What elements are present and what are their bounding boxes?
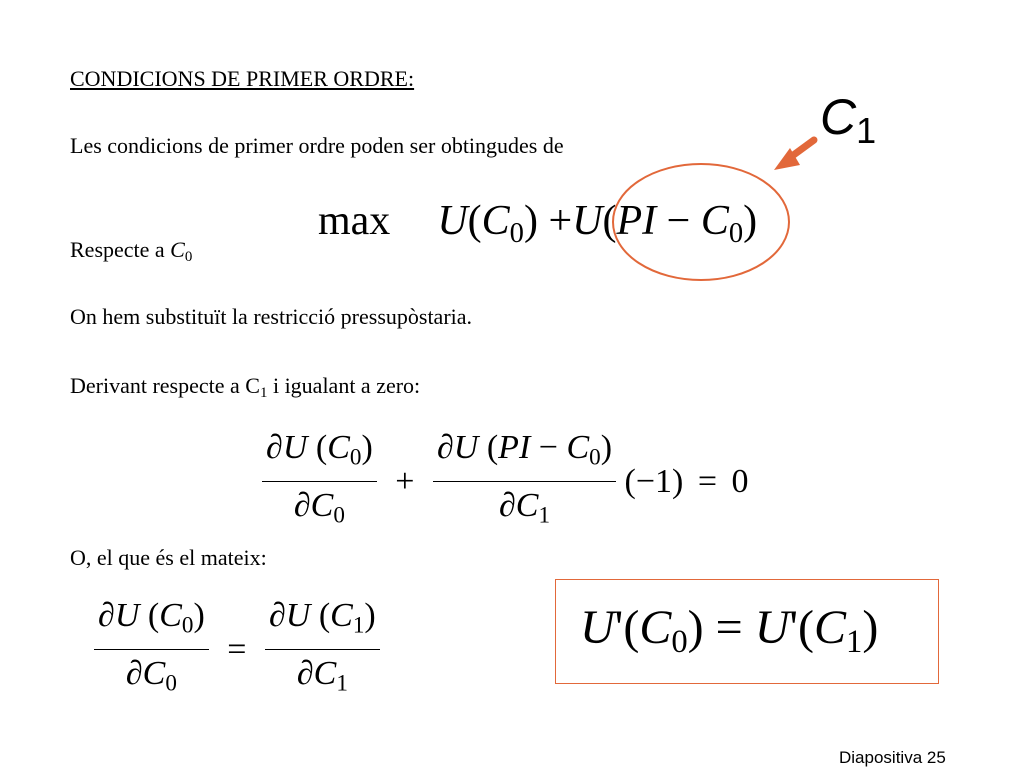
c-subscript: 0 <box>165 670 177 697</box>
partial-symbol: ∂ <box>266 429 283 466</box>
c-subscript: 1 <box>538 502 551 529</box>
paren-open: ( <box>467 198 482 244</box>
slide-number: Diapositiva 25 <box>839 748 946 767</box>
equals-sign: = <box>715 601 743 654</box>
callout-subscript: 1 <box>856 110 877 151</box>
paren-close: ) <box>743 198 758 244</box>
equivalence-text: O, el que és el mateix: <box>70 545 267 570</box>
paren-close: ) <box>523 198 538 244</box>
fraction-dU-dC0 <box>262 428 377 536</box>
c-subscript: 0 <box>181 612 194 639</box>
intro-text: Les condicions de primer ordre poden ser obtingudes de <box>70 133 564 158</box>
fraction-denominator <box>262 482 377 535</box>
factor-minus-one: (−1) <box>624 462 684 500</box>
marginal-utility-fraction-equation <box>94 596 380 704</box>
c-symbol: C <box>327 429 350 466</box>
c-subscript: 0 <box>728 217 744 249</box>
prime-symbol: ' <box>614 601 624 654</box>
respect-var: C <box>170 237 185 262</box>
c-symbol: C <box>310 487 334 525</box>
c-symbol: C <box>330 597 353 634</box>
c-symbol: C <box>159 597 182 634</box>
equals-sign: = <box>227 630 247 668</box>
page-title: CONDICIONS DE PRIMER ORDRE: <box>70 66 415 91</box>
partial-symbol: ∂ <box>296 655 314 693</box>
c-subscript: 0 <box>589 444 601 471</box>
utility-symbol: U <box>114 597 140 634</box>
plus-sign: + <box>395 462 415 500</box>
c-subscript: 0 <box>349 444 362 471</box>
fraction-numerator: ∂U $(C_0)$ <box>262 428 377 482</box>
utility-symbol: U <box>453 429 479 466</box>
fraction-denominator <box>94 650 209 703</box>
fraction-numerator: ∂U $(C_1)$ <box>265 596 380 650</box>
c-symbol: C <box>142 655 166 693</box>
derivative-intro-subscript: 1 <box>259 385 268 402</box>
minus-sign: − <box>666 198 691 244</box>
utility-symbol: U <box>580 601 615 654</box>
fraction-denominator <box>433 482 616 535</box>
c-subscript: 1 <box>846 624 863 661</box>
income-symbol: PI <box>498 429 531 466</box>
euler-equation: $U'(C_0) = U'(C_1)$ <box>580 601 879 661</box>
maximization-equation <box>318 196 757 259</box>
respect-subscript: 0 <box>184 249 193 266</box>
fraction-denominator <box>265 650 380 703</box>
minus-sign: − <box>538 429 558 466</box>
substitution-text: On hem substituït la restricció pressupòstaria. <box>70 304 473 329</box>
c-symbol: C <box>515 487 539 525</box>
c-subscript: 0 <box>333 502 345 529</box>
callout-letter: C <box>820 89 857 145</box>
plus-sign: + <box>548 198 573 244</box>
respect-text: Respecte a <box>70 237 171 262</box>
c-subscript: 0 <box>509 217 524 249</box>
equals-sign: = <box>697 462 718 500</box>
utility-symbol: U <box>572 198 603 244</box>
c-subscript: 1 <box>336 670 348 697</box>
fraction-dU-dC1 <box>265 596 380 704</box>
partial-symbol: ∂ <box>498 487 516 525</box>
derivative-intro-before: Derivant respecte a C <box>70 373 260 398</box>
c-symbol: C <box>700 198 729 244</box>
income-symbol: PI <box>616 198 657 244</box>
utility-symbol: U <box>754 601 790 654</box>
partial-symbol: ∂ <box>268 597 286 634</box>
prime-symbol: ' <box>789 601 799 654</box>
fraction-dU-dC0 <box>94 596 209 704</box>
partial-symbol: ∂ <box>98 597 115 634</box>
partial-symbol: ∂ <box>436 429 454 466</box>
c-subscript: 1 <box>352 612 365 639</box>
partial-symbol: ∂ <box>293 487 311 525</box>
derivative-intro <box>70 373 420 406</box>
c-symbol: C <box>814 601 847 654</box>
fraction-dU-dC1 <box>433 428 616 536</box>
c-symbol: C <box>566 429 590 466</box>
derivative-equation <box>262 428 749 536</box>
respect-to-line <box>70 237 192 270</box>
c-symbol: C <box>639 601 672 654</box>
utility-symbol: U <box>285 597 311 634</box>
fraction-numerator: ∂U $(PI - C_0)$ <box>433 428 616 482</box>
fraction-numerator: ∂U $(C_0)$ <box>94 596 209 650</box>
c-symbol: C <box>313 655 337 693</box>
partial-symbol: ∂ <box>125 655 143 693</box>
factor-term <box>625 462 749 502</box>
c-subscript: 0 <box>671 624 688 661</box>
derivative-intro-after: i igualant a zero: <box>267 373 421 398</box>
max-operator: max <box>318 198 391 244</box>
paren-open: ( <box>602 198 617 244</box>
c-symbol: C <box>481 198 510 244</box>
zero-value: 0 <box>731 462 749 500</box>
utility-symbol: U <box>282 429 308 466</box>
utility-symbol: U <box>437 198 468 244</box>
result-box <box>555 579 939 684</box>
